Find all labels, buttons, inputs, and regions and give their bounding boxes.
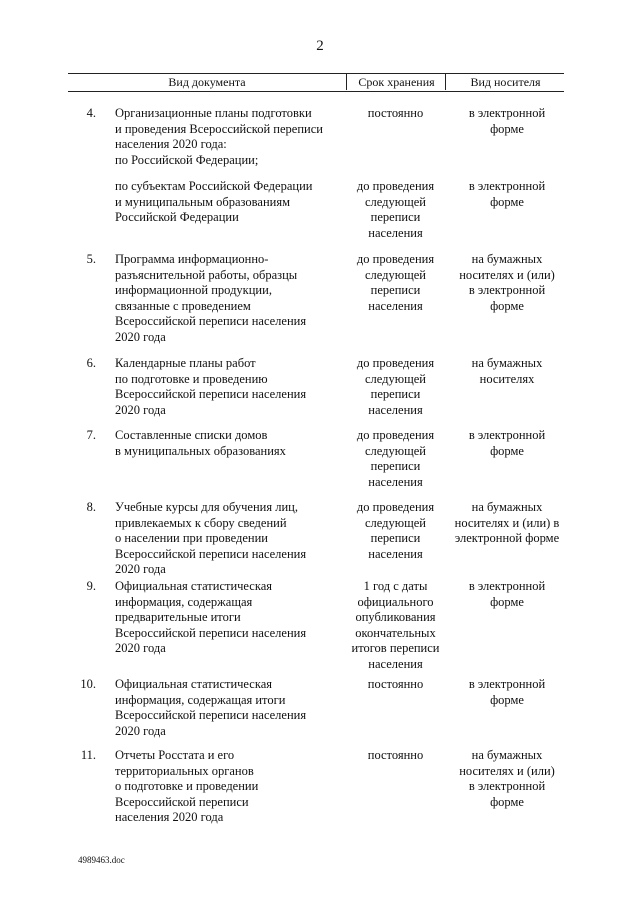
row-number: 9. <box>86 579 96 593</box>
header-media-type: Вид носителя <box>445 74 565 90</box>
document-type-cell: Учебные курсы для обучения лиц, привлекаемых к сбору сведений о населении при проведении Всероссийской переписи населения 2020 года <box>115 500 307 576</box>
media-type-cell: в электронной форме <box>468 579 546 609</box>
media-type-cell: в электронной форме <box>468 677 546 707</box>
retention-term-cell: до проведения следующей переписи населения <box>356 179 435 240</box>
retention-term-cell: до проведения следующей переписи населения <box>356 356 435 417</box>
row-number: 10. <box>80 677 96 691</box>
media-type-cell: в электронной форме <box>468 428 546 458</box>
row-number: 6. <box>86 356 96 370</box>
media-type-cell: на бумажных носителях и (или) в электронной форме <box>454 500 560 545</box>
document-type-cell: Официальная статистическая информация, содержащая итоги Всероссийской переписи населения 2020 года <box>115 677 307 738</box>
page-number: 2 <box>316 38 324 54</box>
header-document-type: Вид документа <box>168 75 246 89</box>
media-type-cell: в электронной форме <box>468 179 546 209</box>
document-type-cell: Организационные планы подготовки и проведения Всероссийской переписи населения 2020 года: по Российской Федерации; <box>115 106 323 167</box>
table-header <box>68 73 564 92</box>
retention-term-cell: до проведения следующей переписи населения <box>356 252 435 313</box>
media-type-cell: в электронной форме <box>468 106 546 136</box>
document-type-cell: Календарные планы работ по подготовке и проведению Всероссийской переписи населения 2020 года <box>115 356 307 417</box>
retention-term-cell: до проведения следующей переписи населения <box>356 500 435 561</box>
file-name-footer: 4989463.doc <box>78 855 125 865</box>
document-type-cell: Составленные списки домов в муниципальных образованиях <box>115 428 286 458</box>
retention-term-cell: постоянно <box>367 106 424 120</box>
document-type-cell: Программа информационно- разъяснительной работы, образцы информационной продукции, связанные с проведением Всероссийской переписи населения 2020 года <box>115 252 307 344</box>
row-number: 11. <box>80 748 96 762</box>
retention-term-cell: постоянно <box>367 748 424 762</box>
retention-term-cell: до проведения следующей переписи населения <box>356 428 435 489</box>
row-number: 4. <box>86 106 96 120</box>
retention-term-cell: постоянно <box>367 677 424 691</box>
header-retention-term: Срок хранения <box>346 74 446 90</box>
document-type-cell: по субъектам Российской Федерации и муниципальным образованиям Российской Федерации <box>115 179 313 224</box>
media-type-cell: на бумажных носителях и (или) в электронной форме <box>459 748 555 809</box>
document-type-cell: Отчеты Росстата и его территориальных органов о подготовке и проведении Всероссийской переписи населения 2020 года <box>115 748 259 824</box>
row-number: 7. <box>86 428 96 442</box>
row-number: 8. <box>86 500 96 514</box>
media-type-cell: на бумажных носителях и (или) в электронной форме <box>459 252 555 313</box>
row-number: 5. <box>86 252 96 266</box>
retention-term-cell: 1 год с даты официального опубликования окончательных итогов переписи населения <box>351 579 440 671</box>
media-type-cell: на бумажных носителях <box>471 356 543 386</box>
document-type-cell: Официальная статистическая информация, содержащая предварительные итоги Всероссийской переписи населения 2020 года <box>115 579 307 655</box>
